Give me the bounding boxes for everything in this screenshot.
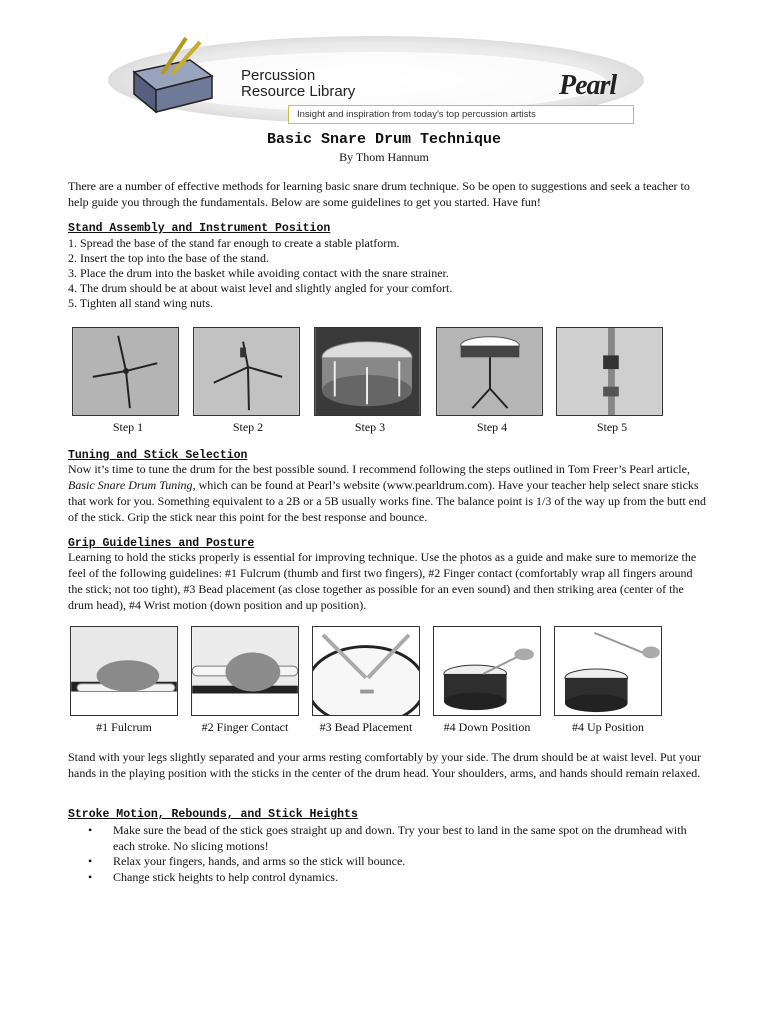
caption-step-3: Step 3 [354,420,386,434]
tagline: Insight and inspiration from today's top percussion artists [288,105,634,124]
caption-finger-contact: #2 Finger Contact [201,720,289,734]
caption-step-2: Step 2 [232,420,264,434]
bullet-icon: • [88,823,93,837]
caption-fulcrum: #1 Fulcrum [96,720,152,734]
photo-bead-placement [312,626,420,716]
tuning-section-heading: Tuning and Stick Selection [68,449,248,462]
tuning-article-link: Basic Snare Drum Tuning [68,478,193,492]
list-item: 1. Spread the base of the stand far enough to create a stable platform. [68,236,400,250]
stand-steps-list [68,236,452,311]
caption-up-position: #4 Up Position [571,720,644,734]
photo-down-position [433,626,541,716]
photo-fulcrum [70,626,178,716]
grip-section-heading: Grip Guidelines and Posture [68,537,255,550]
grip-paragraph: Learning to hold the sticks properly is essential for improving technique. Use the photos as a guide and make sure to memorize the feel of the following guidelines: #1 Fulcrum (thumb and first two fingers), #2 Finger contact (comfortably wrap all fingers around the stick; not too tight), #3 Bead placement (as close together as possible for an even sound) and then striking area (center of the drum head), #4 Wrist motion (down position and up position). [68,550,697,612]
bullet-icon: • [88,854,93,868]
tuning-paragraph [68,461,708,525]
list-item [68,870,708,886]
bullet-icon: • [88,869,93,884]
bullet-text: Make sure the bead of the stick goes straight up and down. Try your best to land in the same spot on the drumhead with each stroke. No slicing motions! [113,823,687,853]
photo-up-position [554,626,662,716]
photo-step-4 [436,327,543,416]
stroke-section-heading: Stroke Motion, Rebounds, and Stick Heights [68,808,358,821]
photo-step-1 [72,327,179,416]
list-item [68,854,708,870]
article-title: Basic Snare Drum Technique [266,131,502,148]
posture-paragraph: Stand with your legs slightly separated and your arms resting comfortably by your side. The drum should be at waist level. Put your hands in the playing position with the sticks in the center of the drum head. Your shoulders, arms, and hands should remain relaxed. [68,750,701,780]
brand-line-2: Resource Library [241,83,356,100]
photo-step-2 [193,327,300,416]
intro-paragraph: There are a number of effective methods for learning basic snare drum technique. So be open to suggestions and seek a teacher to help guide you through the fundamentals. Below are some guidelines to get you started. Have fun! [68,179,690,209]
photo-finger-contact [191,626,299,716]
tuning-text-1: Now it’s time to tune the drum for the best possible sound. I recommend following the steps outlined in Tom Freer’s Pearl article, [68,462,690,476]
photo-step-3 [314,327,421,416]
list-item: 5. Tighten all stand wing nuts. [68,296,214,310]
header-banner [104,32,648,128]
caption-down-position: #4 Down Position [443,720,531,734]
book-drum-icon [126,34,218,116]
list-item: 4. The drum should be at about waist level and slightly angled for your comfort. [68,281,453,295]
tuning-text-2: , which can be found at Pearl’s website (www.pearldrum.com). Have your teacher help select snare sticks that work for you. Something equivalent to a 2B or a 5B usually works fine. The balance point is 1/3 of the way up from the butt end of the stick. Grip the stick near this point for the best response and bounce. [68,478,706,524]
photo-step-5 [556,327,663,416]
caption-bead-placement: #3 Bead Placement [319,720,413,734]
article-byline: By Thom Hannum [339,150,429,164]
bullet-text: Change stick heights to help control dynamics. [113,869,338,884]
list-item: 3. Place the drum into the basket while avoiding contact with the snare strainer. [68,266,449,280]
caption-step-4: Step 4 [476,420,508,434]
pearl-logo: Pearl [559,70,617,101]
brand-line-1: Percussion [241,67,316,84]
stand-section-heading: Stand Assembly and Instrument Position [68,222,331,235]
brand-title [241,68,355,100]
list-item: 2. Insert the top into the base of the stand. [68,251,269,265]
list-item [68,823,708,854]
stroke-bullet-list [68,823,708,885]
caption-step-1: Step 1 [112,420,144,434]
bullet-text: Relax your fingers, hands, and arms so the stick will bounce. [113,854,406,868]
caption-step-5: Step 5 [596,420,628,434]
